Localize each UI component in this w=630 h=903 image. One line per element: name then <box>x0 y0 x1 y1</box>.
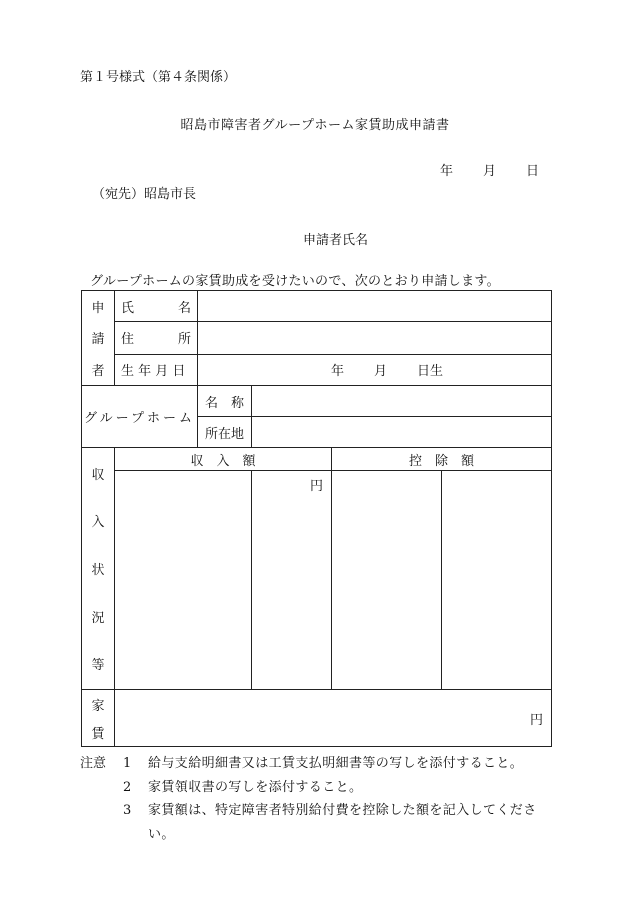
rent-label-char: 賃 <box>91 726 105 742</box>
income-amount-header: 収 入 額 <box>115 448 332 471</box>
page-title: 昭島市障害者グループホーム家賃助成申請書 <box>180 118 450 133</box>
applicant-group-cell <box>82 291 115 386</box>
income-group-char: 入 <box>91 515 105 531</box>
birth-date-field[interactable] <box>198 354 552 385</box>
intro-text: グループホームの家賃助成を受けたいので、次のとおり申請します。 <box>90 274 500 289</box>
note-text: 給与支給明細書又は工賃支払明細書等の写しを添付すること。 <box>148 756 524 771</box>
name-label-char: 氏 <box>121 300 135 316</box>
rent-label-char: 家 <box>91 698 105 714</box>
gh-name-label-cell <box>198 386 252 417</box>
income-group-char: 況 <box>91 610 105 626</box>
notes-label: 注意 <box>80 756 107 771</box>
income-group-char: 収 <box>91 467 105 483</box>
address-label-cell <box>115 322 198 354</box>
birth-month-unit: 月 <box>374 364 388 380</box>
gh-name-field[interactable] <box>252 386 552 417</box>
income-type-field[interactable] <box>115 471 252 690</box>
address-label-char: 所 <box>177 332 191 348</box>
income-group-cell <box>82 448 115 690</box>
gh-location-field[interactable] <box>252 417 552 448</box>
address-label-char: 住 <box>121 332 135 348</box>
date-day-label: 日 <box>526 164 540 179</box>
note-text: 家賃領収書の写しを添付すること。 <box>148 779 363 795</box>
deduction-amount-field[interactable] <box>442 471 552 690</box>
note-text: 家賃額は、特定障害者特別給付費を控除した額を記入してください。 <box>148 803 537 842</box>
gh-location-label: 所在地 <box>204 426 244 442</box>
group-home-label-cell <box>82 386 198 448</box>
rent-label-cell <box>82 690 115 747</box>
rent-amount-field[interactable] <box>115 690 552 747</box>
rent-yen-unit: 円 <box>529 712 543 728</box>
note-item <box>80 799 558 846</box>
applicant-group-char: 者 <box>91 363 105 379</box>
form-number: 第１号様式（第４条関係） <box>80 70 237 85</box>
birth-label: 生 年 月 日 <box>121 364 186 380</box>
deduction-header: 控 除 額 <box>332 448 552 471</box>
date-year-label: 年 <box>440 164 454 179</box>
notes <box>80 752 558 846</box>
addressee: （宛先）昭島市長 <box>92 187 197 202</box>
note-number: 3 <box>123 803 132 818</box>
address-field[interactable] <box>198 322 552 354</box>
name-label-char: 名 <box>177 300 191 316</box>
note-number: 1 <box>123 756 132 771</box>
income-yen-unit: 円 <box>309 479 323 494</box>
income-amount-field[interactable] <box>252 471 332 690</box>
applicant-group-char: 申 <box>91 301 105 317</box>
birth-day-unit: 日生 <box>417 364 444 380</box>
date-line <box>440 160 539 179</box>
gh-name-label: 名 称 <box>204 395 244 411</box>
applicant-name-label: 申請者氏名 <box>303 233 369 248</box>
note-item <box>80 776 558 800</box>
gh-location-label-cell <box>198 417 252 448</box>
birth-year-unit: 年 <box>331 364 345 380</box>
birth-label-cell <box>115 354 198 385</box>
applicant-group-char: 請 <box>91 332 105 348</box>
note-item <box>80 752 558 776</box>
application-form-table <box>81 290 552 747</box>
note-number: 2 <box>123 779 132 795</box>
deduction-type-field[interactable] <box>332 471 442 690</box>
income-group-char: 等 <box>91 658 105 674</box>
name-label-cell <box>115 291 198 322</box>
income-group-char: 状 <box>91 562 105 578</box>
date-month-label: 月 <box>483 164 497 179</box>
group-home-label: グループホーム <box>84 411 195 426</box>
name-field[interactable] <box>198 291 552 322</box>
